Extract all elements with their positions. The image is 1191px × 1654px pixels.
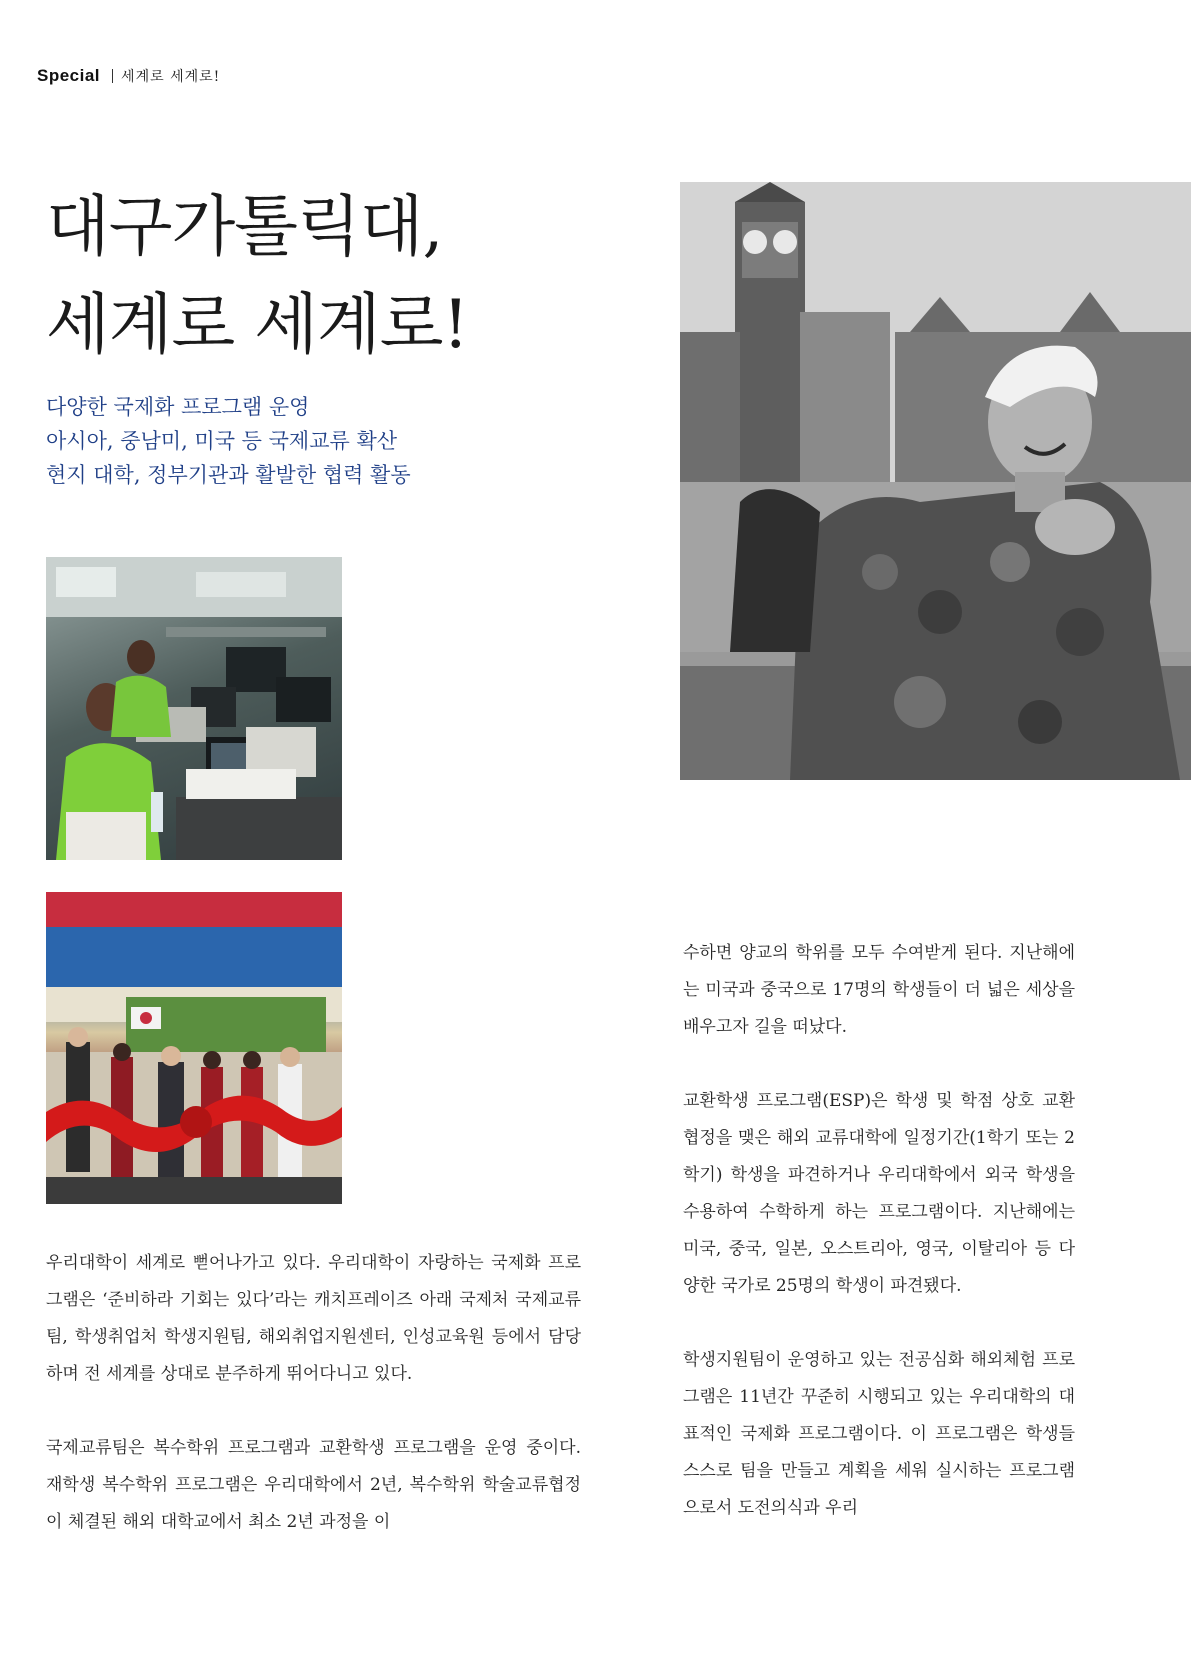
article-subtitle <box>46 390 411 492</box>
body-paragraph: 우리대학이 세계로 뻗어나가고 있다. 우리대학이 자랑하는 국제화 프로그램은 ‘준비하라 기회는 있다’라는 캐치프레이즈 아래 국제처 국제교류팀, 학생취업처 학생지원팀, 해외취업지원센터, 인성교육원 등에서 담당하며 전 세계를 상대로 분주하게 뛰어다니고 있다. <box>46 1253 581 1384</box>
body-paragraph: 학생지원팀이 운영하고 있는 전공심화 해외체험 프로그램은 11년간 꾸준히 시행되고 있는 우리대학의 대표적인 국제화 프로그램이다. 이 프로그램은 학생들 스스로 팀을 만들고 계획을 세워 실시하는 프로그램으로서 도전의식과 우리 <box>683 1350 1075 1518</box>
body-paragraph: 수하면 양교의 학위를 모두 수여받게 된다. 지난해에는 미국과 중국으로 17명의 학생들이 더 넓은 세상을 배우고자 길을 떠났다. <box>683 943 1075 1037</box>
article-body-left-column <box>46 1245 581 1541</box>
subtitle-line: 다양한 국제화 프로그램 운영 <box>46 395 310 419</box>
london-student-illustration <box>680 182 1191 780</box>
ribbon-ceremony-photo <box>46 892 342 1204</box>
ribbon-ceremony-illustration <box>46 892 342 1204</box>
subtitle-line: 아시아, 중남미, 미국 등 국제교류 확산 <box>46 429 398 453</box>
body-paragraph: 교환학생 프로그램(ESP)은 학생 및 학점 상호 교환 협정을 맺은 해외 교류대학에 일정기간(1학기 또는 2학기) 학생을 파견하거나 우리대학에서 외국 학생을 수용하여 수학하게 하는 프로그램이다. 지난해에는 미국, 중국, 일본, 오스트리아, 영국, 이탈리아 등 다양한 국가로 25명의 학생이 파견됐다. <box>683 1091 1075 1296</box>
body-paragraph: 국제교류팀은 복수학위 프로그램과 교환학생 프로그램을 운영 중이다. 재학생 복수학위 프로그램은 우리대학에서 2년, 복수학위 학술교류협정이 체결된 해외 대학교에서 최소 2년 과정을 이 <box>46 1438 581 1532</box>
subtitle-line: 현지 대학, 정부기관과 활발한 협력 활동 <box>46 463 411 487</box>
header-divider <box>112 69 113 83</box>
article-body-right-column <box>683 935 1075 1527</box>
article-title-line2: 세계로 세계로! <box>46 286 469 363</box>
page-header <box>37 66 220 86</box>
office-photo <box>46 557 342 860</box>
article-title <box>46 178 468 374</box>
section-brand: Special <box>37 66 101 85</box>
article-title-line1: 대구가톨릭대, <box>46 188 443 265</box>
london-student-photo <box>680 182 1191 780</box>
office-photo-illustration <box>46 557 342 860</box>
section-title: 세계로 세계로! <box>121 69 221 85</box>
